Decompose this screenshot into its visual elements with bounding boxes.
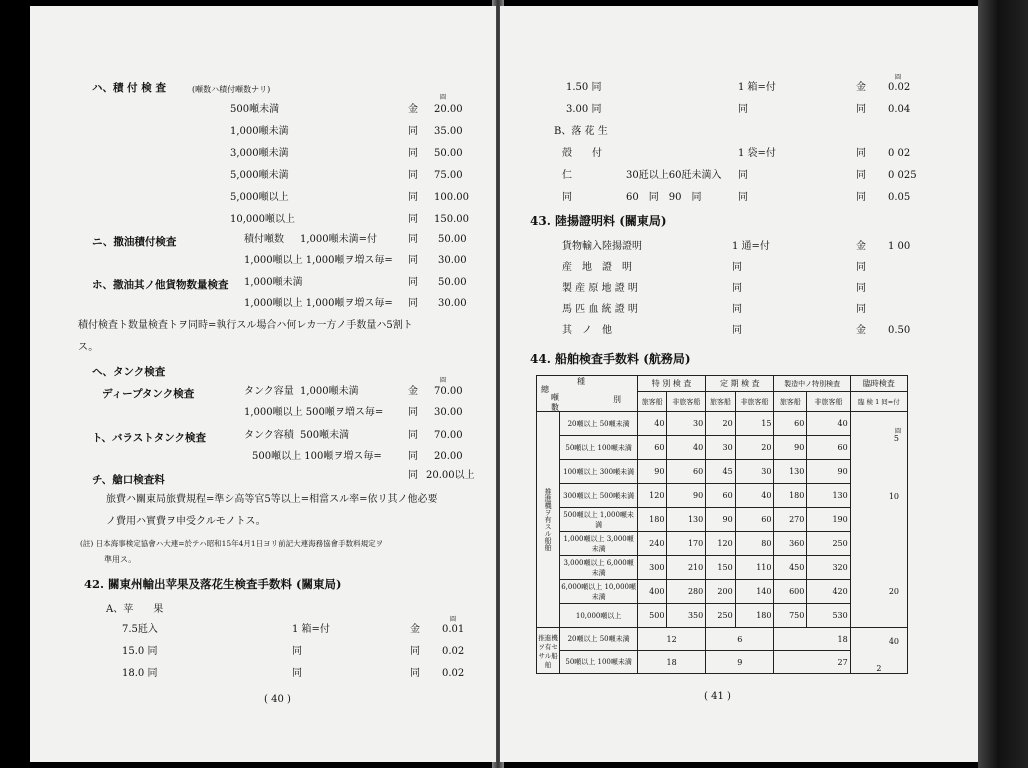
ballast-r2-amt: 20.00: [434, 451, 463, 462]
ha-row-amount: 75.00: [434, 170, 463, 181]
tonnage-cell: 3,000噸以上 6,000噸未満: [560, 556, 638, 580]
value-cell: 15: [735, 412, 774, 436]
temporary-fee-cell: [850, 412, 907, 646]
value-cell: 90: [638, 460, 667, 484]
group-header-construction: 製造中ノ特別検査: [774, 376, 850, 392]
temporary-fee-value: 10: [888, 492, 899, 501]
value-cell: 280: [667, 580, 706, 604]
value-cell: 27: [774, 651, 850, 674]
tonnage-cell: 10,000噸以上: [560, 604, 638, 628]
ni-label: 積付噸数: [244, 234, 284, 245]
tonnage-cell: 6,000噸以上 10,000噸未満: [560, 580, 638, 604]
apple-row-unit: 同: [410, 646, 420, 657]
value-cell: 240: [638, 532, 667, 556]
ho-r1-amt: 50.00: [438, 277, 467, 288]
note-line-1: (註) 日本海事検定協會ハ大連=於テハ昭和15年4月1日ヨリ前記大連海務協會手数料規定ヲ: [80, 539, 384, 548]
value-cell: 60: [706, 484, 735, 508]
ha-row-amount: 100.00: [434, 192, 469, 203]
tonnage-cell: 50噸以上 100噸未満: [560, 651, 638, 674]
ha-row-desc: 5,000噸以上: [230, 192, 289, 203]
value-cell: 45: [706, 460, 735, 484]
deep-r1: 1,000噸未満: [300, 386, 359, 397]
certificate-row-unit: 金: [856, 241, 866, 252]
subheader-cell: 旅客船: [774, 392, 807, 412]
value-cell: 600: [774, 580, 807, 604]
subheader-cell: 非旅客船: [667, 392, 706, 412]
value-cell: 530: [807, 604, 850, 628]
ha-row-unit: 同: [408, 148, 418, 159]
certificate-row-unit: 金: [856, 325, 866, 336]
ballast-label: タンク容積: [244, 430, 294, 441]
apple-cont-amount: 0.04: [888, 104, 911, 115]
value-cell: 180: [735, 604, 774, 628]
deep-r2-unit: 同: [408, 407, 418, 418]
section-ho-title: ホ、撒油其ノ他貨物数量検査: [92, 279, 229, 291]
peanut-row-size: 60 同 90 同: [626, 192, 702, 203]
value-cell: 320: [807, 556, 850, 580]
tonnage-cell: 300噸以上 500噸未満: [560, 484, 638, 508]
ni-r1-unit: 同: [408, 234, 418, 245]
value-cell: 60: [774, 412, 807, 436]
value-cell: 20: [735, 436, 774, 460]
right-page: [500, 6, 978, 762]
certificate-row-per: 同: [732, 262, 742, 273]
ha-row-unit: 同: [408, 214, 418, 225]
peanut-row-desc: 仁: [562, 170, 572, 181]
value-cell: 150: [706, 556, 735, 580]
value-cell: 9: [706, 651, 774, 674]
value-cell: 110: [735, 556, 774, 580]
peanut-row-per: 同: [738, 170, 748, 181]
apple-cont-desc: 1.50 同: [566, 82, 602, 93]
tonnage-cell: 20噸以上 50噸未満: [560, 628, 638, 651]
certificate-row-unit: 同: [856, 283, 866, 294]
ni-r2-unit: 同: [408, 255, 418, 266]
value-cell: 400: [638, 580, 667, 604]
yen-mark: 圓: [440, 377, 447, 384]
page-number-left: ( 40 ): [264, 694, 291, 705]
value-cell: 40: [735, 484, 774, 508]
peanut-heading: B、落 花 生: [554, 126, 608, 137]
value-cell: 750: [774, 604, 807, 628]
deep-r1-unit: 金: [408, 386, 418, 397]
ho-r1-unit: 同: [408, 277, 418, 288]
temporary-fee-cell: 2: [850, 628, 907, 674]
value-cell: 420: [807, 580, 850, 604]
book-edge: [978, 0, 1028, 768]
row-group-label-propelled: 推進機ヲ有スル船舶: [537, 412, 560, 628]
peanut-row-per: 1 袋=付: [738, 148, 776, 159]
apple-row-amount: 0.02: [442, 646, 465, 657]
value-cell: 250: [807, 532, 850, 556]
apple-row-per: 同: [292, 646, 302, 657]
ha-row-desc: 3,000噸未満: [230, 148, 289, 159]
ha-row-amount: 150.00: [434, 214, 469, 225]
certificate-row-unit: 同: [856, 262, 866, 273]
apple-cont-per: 1 箱=付: [738, 82, 776, 93]
ho-r2-amt: 30.00: [438, 298, 467, 309]
ho-r2-unit: 同: [408, 298, 418, 309]
subheader-cell: 旅客船: [706, 392, 735, 412]
paragraph-2-line-2: ノ費用ハ實費ヲ申受クルモノトス。: [106, 516, 266, 527]
table-row: [537, 412, 908, 436]
apple-row-desc: 7.5瓩入: [122, 624, 158, 635]
apple-cont-unit: 金: [856, 82, 866, 93]
value-cell: 90: [667, 484, 706, 508]
temporary-fee-value: 40: [888, 637, 899, 646]
value-cell: 60: [735, 508, 774, 532]
certificate-row-desc: 産 地 證 明: [562, 262, 632, 273]
apple-cont-amount: 0.02: [888, 82, 911, 93]
value-cell: 90: [706, 508, 735, 532]
value-cell: 500: [638, 604, 667, 628]
value-cell: 18: [638, 651, 706, 674]
header-ton: 噸: [551, 393, 559, 402]
chi-amt: 20.00以上: [426, 470, 475, 481]
ni-r2-amt: 30.00: [438, 255, 467, 266]
apple-heading: A、苹 果: [106, 604, 164, 615]
value-cell: 80: [735, 532, 774, 556]
yen-mark: 圓: [440, 94, 447, 101]
peanut-row-unit: 同: [856, 170, 866, 181]
apple-row-desc: 15.0 同: [122, 646, 158, 657]
value-cell: 140: [735, 580, 774, 604]
section-ha-note: (噸数ハ積付噸数ナリ): [192, 85, 271, 94]
value-cell: 20: [706, 412, 735, 436]
section-42-title: 42. 關東州輸出苹果及落花生検査手数料 (關東局): [84, 577, 342, 591]
paragraph-1-line-1: 積付検査ト数量検査トヲ同時=執行スル場合ハ何レカ一方ノ手数量ハ5割ト: [78, 320, 413, 331]
value-cell: 300: [638, 556, 667, 580]
temporary-fee-value: 5: [893, 434, 899, 443]
value-cell: 60: [638, 436, 667, 460]
page-number-right: ( 41 ): [704, 691, 731, 702]
peanut-row-amount: 0 02: [888, 148, 911, 159]
ha-row-desc: 500噸未満: [230, 104, 280, 115]
ho-r2: 1,000噸以上 1,000噸ヲ増ス毎=: [244, 298, 393, 309]
value-cell: 170: [667, 532, 706, 556]
apple-row-per: 1 箱=付: [292, 624, 330, 635]
peanut-row-size: 30瓩以上60瓩未満入: [626, 170, 722, 181]
certificate-row-amount: 0.50: [888, 325, 911, 336]
group-header-special: 特 別 検 査: [638, 376, 706, 392]
ha-row-desc: 1,000噸未満: [230, 126, 289, 137]
yen-mark: 圓: [895, 74, 902, 81]
value-cell: 120: [638, 484, 667, 508]
value-cell: 30: [706, 436, 735, 460]
certificate-row-unit: 同: [856, 304, 866, 315]
value-cell: 120: [706, 532, 735, 556]
ballast-r1: 500噸未満: [300, 430, 350, 441]
header-shu: 種: [577, 377, 585, 386]
section-ni-title: ニ、撒油積付検査: [92, 236, 177, 248]
section-chi-title: チ、艙口検査料: [92, 474, 165, 486]
note-line-2: 準用ス。: [104, 555, 137, 564]
apple-row-amount: 0.02: [442, 668, 465, 679]
table-body-non-propelled: [537, 628, 908, 674]
value-cell: 270: [774, 508, 807, 532]
peanut-row-unit: 同: [856, 192, 866, 203]
value-cell: 40: [807, 412, 850, 436]
value-cell: 180: [774, 484, 807, 508]
group-header-temporary: 臨時検査: [850, 376, 907, 392]
value-cell: 180: [638, 508, 667, 532]
ship-inspection-table: [536, 375, 908, 674]
ni-r2: 1,000噸以上 1,000噸ヲ増ス毎=: [244, 255, 393, 266]
certificate-row-desc: 貨物輸入陸揚證明: [562, 241, 642, 252]
ha-row-desc: 10,000噸以上: [230, 214, 295, 225]
certificate-row-amount: 1 00: [888, 241, 911, 252]
ho-r1: 1,000噸未満: [244, 277, 303, 288]
value-cell: 250: [706, 604, 735, 628]
peanut-row-amount: 0 025: [888, 170, 917, 181]
subheader-cell: 非旅客船: [735, 392, 774, 412]
chi-unit: 同: [408, 470, 418, 481]
subheader-cell: 非旅客船: [807, 392, 850, 412]
ni-r1-amt: 50.00: [438, 234, 467, 245]
ha-row-unit: 金: [408, 104, 418, 115]
ha-row-unit: 同: [408, 126, 418, 137]
section-ha-title: ハ、積 付 検 査: [92, 82, 166, 94]
table-row: [537, 628, 908, 651]
value-cell: 40: [667, 436, 706, 460]
subheader-temporary: 臨 検 1 囘=付: [850, 392, 907, 412]
section-he-title: ヘ、タンク検査: [92, 366, 166, 378]
apple-row-unit: 金: [410, 624, 420, 635]
certificate-row-per: 1 通=付: [732, 241, 770, 252]
temporary-fee-value: 20: [888, 587, 899, 596]
peanut-row-desc: 同: [562, 192, 572, 203]
value-cell: 210: [667, 556, 706, 580]
ni-r1: 1,000噸未満=付: [300, 234, 378, 245]
apple-cont-unit: 同: [856, 104, 866, 115]
group-header-periodic: 定 期 検 査: [706, 376, 774, 392]
header-soton: 總: [541, 385, 549, 394]
apple-cont-per: 同: [738, 104, 748, 115]
section-44-title: 44. 船舶検査手数料 (航務局): [530, 352, 691, 366]
header-su: 數: [551, 403, 559, 412]
paragraph-2-line-1: 旅費ハ關東局旅費規程=準シ高等官5等以上=相當スル率=依リ其ノ他必要: [106, 494, 438, 505]
yen-mark: 圓: [450, 616, 457, 623]
ha-row-amount: 20.00: [434, 104, 463, 115]
value-cell: 6: [706, 628, 774, 651]
apple-row-desc: 18.0 同: [122, 668, 158, 679]
header-betsu: 別: [613, 395, 621, 404]
yen-mark: 圓: [894, 428, 901, 435]
tonnage-cell: 500噸以上 1,000噸未満: [560, 508, 638, 532]
subheader-cell: 旅客船: [638, 392, 667, 412]
ha-row-amount: 35.00: [434, 126, 463, 137]
ha-row-unit: 同: [408, 170, 418, 181]
value-cell: 90: [807, 460, 850, 484]
value-cell: 130: [807, 484, 850, 508]
paragraph-1-line-2: ス。: [78, 342, 99, 353]
value-cell: 90: [774, 436, 807, 460]
certificate-row-desc: 馬 匹 血 統 證 明: [562, 304, 638, 315]
tonnage-cell: 20噸以上 50噸未満: [560, 412, 638, 436]
value-cell: 350: [667, 604, 706, 628]
certificate-row-per: 同: [732, 304, 742, 315]
certificate-row-desc: 其 ノ 他: [562, 325, 612, 336]
ha-row-unit: 同: [408, 192, 418, 203]
tonnage-cell: 1,000噸以上 3,000噸未満: [560, 532, 638, 556]
peanut-row-per: 同: [738, 192, 748, 203]
peanut-row-unit: 同: [856, 148, 866, 159]
apple-row-unit: 同: [410, 668, 420, 679]
ballast-r1-amt: 70.00: [434, 430, 463, 441]
value-cell: 12: [638, 628, 706, 651]
ballast-r2: 500噸以上 100噸ヲ増ス毎=: [252, 451, 382, 462]
apple-row-per: 同: [292, 668, 302, 679]
deep-r2: 1,000噸以上 500噸ヲ増ス毎=: [244, 407, 384, 418]
value-cell: 450: [774, 556, 807, 580]
ha-row-amount: 50.00: [434, 148, 463, 159]
value-cell: 60: [807, 436, 850, 460]
ballast-r2-unit: 同: [408, 451, 418, 462]
deep-r1-amt: 70.00: [434, 386, 463, 397]
deep-tank-label: タンク容量: [244, 386, 294, 397]
tonnage-cell: 50噸以上 100噸未満: [560, 436, 638, 460]
deep-r2-amt: 30.00: [434, 407, 463, 418]
value-cell: 130: [667, 508, 706, 532]
value-cell: 60: [667, 460, 706, 484]
section-43-title: 43. 陸揚證明料 (關東局): [530, 214, 667, 228]
value-cell: 30: [735, 460, 774, 484]
peanut-row-desc: 殻 付: [562, 148, 602, 159]
certificate-row-per: 同: [732, 283, 742, 294]
deep-tank-title: ディープタンク検査: [102, 388, 195, 400]
row-group-label-non-propelled: 推進機ヲ有セサル船舶: [537, 628, 560, 674]
value-cell: 18: [774, 628, 850, 651]
ballast-r1-unit: 同: [408, 430, 418, 441]
value-cell: 130: [774, 460, 807, 484]
table-body-propelled: [537, 412, 908, 646]
tonnage-cell: 100噸以上 300噸未満: [560, 460, 638, 484]
value-cell: 200: [706, 580, 735, 604]
value-cell: 40: [638, 412, 667, 436]
value-cell: 360: [774, 532, 807, 556]
left-page: [30, 6, 496, 762]
table-corner-header: [537, 376, 638, 412]
certificate-row-per: 同: [732, 325, 742, 336]
value-cell: 30: [667, 412, 706, 436]
peanut-row-amount: 0.05: [888, 192, 911, 203]
apple-row-amount: 0.01: [442, 624, 465, 635]
ha-row-desc: 5,000噸未満: [230, 170, 289, 181]
apple-cont-desc: 3.00 同: [566, 104, 602, 115]
section-to-title: ト、バラストタンク検査: [92, 432, 207, 444]
value-cell: 190: [807, 508, 850, 532]
certificate-row-desc: 製 産 原 地 證 明: [562, 283, 638, 294]
